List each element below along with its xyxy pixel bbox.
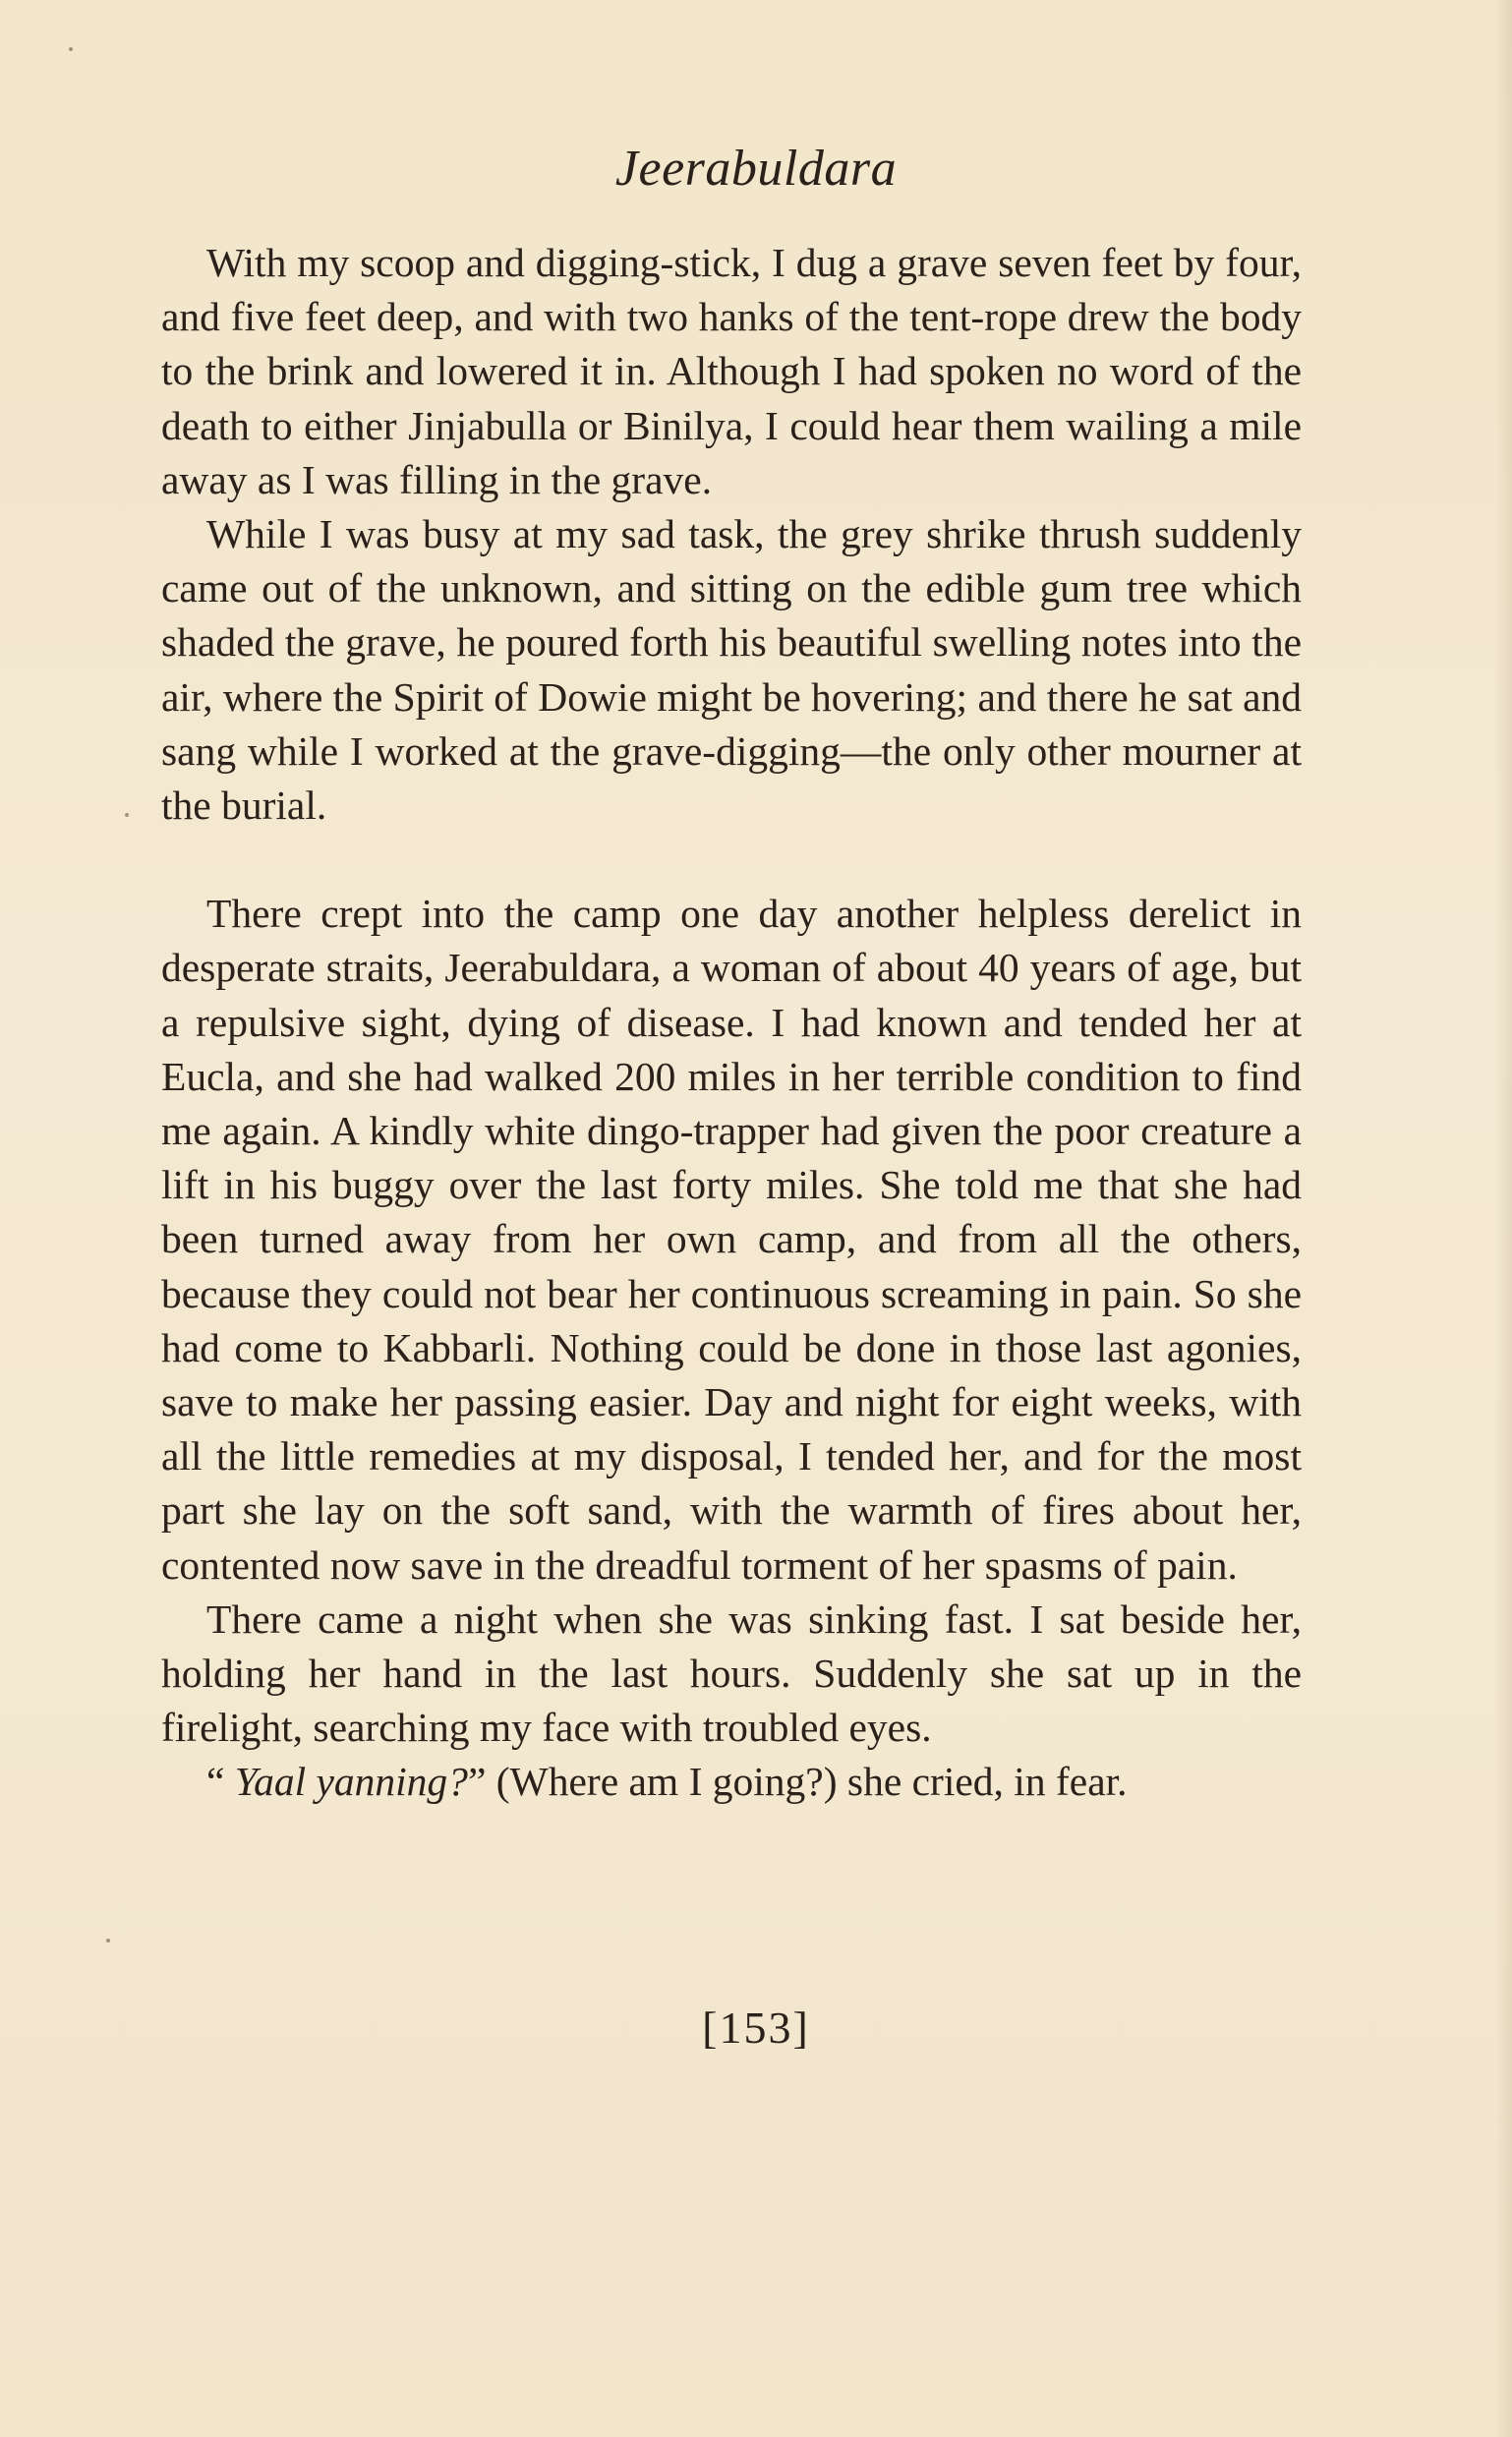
section-break [161,833,1302,887]
body-text [161,236,1302,1810]
running-head: Jeerabuldara [614,141,898,197]
paragraph-jeerabuldara: There crept into the camp one day another helpless derelict in desperate straits, Jeerabuldara, a woman of about 40 years of age, but a repulsive sight, dying of disease. I had known and tended her at Eucla, and she had walked 200 miles in her terrible condition to find me again. A kindly white dingo-trapper had given the poor creature a lift in his buggy over the last forty miles. She told me that she had been turned away from her own camp, and from all the others, because they could not bear her continuous screaming in pain. So she had come to Kabbarli. Nothing could be done in those last agonies, save to make her passing easier. Day and night for eight weeks, with all the little remedies at my disposal, I tended her, and for the most part she lay on the soft sand, with the warmth of fires about her, contented now save in the dreadful torment of her spasms of pain. [161,891,1302,1588]
paragraph-quote [161,1755,1302,1809]
paper-speck [69,47,73,51]
quote-close: ” [467,1759,487,1805]
quote-translation: (Where am I going?) she cried, in fear. [486,1759,1128,1805]
paper-speck [125,813,129,817]
paper-speck [106,1939,110,1943]
quote-aboriginal-words: Yaal yanning? [234,1759,468,1805]
paragraph-night: There came a night when she was sinking fast. I sat beside her, holding her hand in the last hours. Suddenly she sat up in the firelight, searching my face with troubled eyes. [161,1596,1302,1751]
paragraph-shrike-thrush: While I was busy at my sad task, the grey shrike thrush suddenly came out of the unknown, and sitting on the edible gum tree which shaded the grave, he poured forth his beautiful swelling notes into the air, where the Spirit of Dowie might be hovering; and there he sat and sang while I worked at the grave-digging—the only other mourner at the burial. [161,511,1302,829]
page-edge-shadow [1494,0,1512,2437]
paragraph-grave: With my scoop and digging-stick, I dug a grave seven feet by four, and five feet deep, and with two hanks of the tent-rope drew the body to the brink and lowered it in. Although I had spoken no word of the death to either Jinjabulla or Binilya, I could hear them wailing a mile away as I was filling in the grave. [161,240,1302,502]
quote-open: “ [206,1759,235,1805]
page-number: [153] [702,2002,810,2053]
